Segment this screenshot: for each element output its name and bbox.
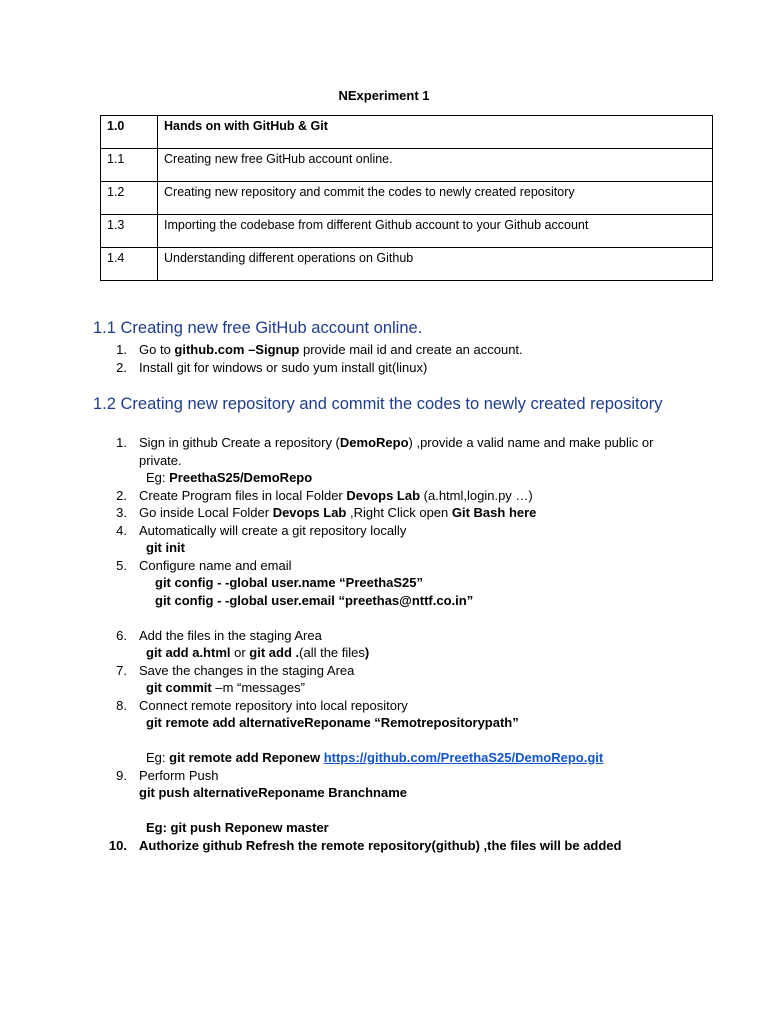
- table-row: [101, 215, 713, 248]
- command: git add .: [249, 645, 300, 660]
- example-value: PreethaS25/DemoRepo: [169, 470, 313, 485]
- item-text: Perform Push: [139, 767, 219, 783]
- item-number: 5.: [116, 557, 127, 573]
- spacer: [139, 802, 665, 820]
- note-close: ): [364, 645, 370, 660]
- item-number: 10.: [108, 837, 127, 853]
- row-number: 1.2: [101, 182, 158, 215]
- item-text: Add the files in the staging Area: [139, 627, 322, 643]
- item-number: 2.: [116, 359, 127, 375]
- command-line: git config - -global user.email “preethas@nttf.co.in”: [155, 592, 474, 608]
- item-bold: Devops Lab: [272, 505, 347, 520]
- item-text: ,Right Click open: [346, 505, 452, 520]
- list-item: [105, 627, 665, 662]
- list-item: [105, 662, 665, 697]
- command-line: git init: [146, 540, 185, 555]
- item-text: Go to: [139, 342, 175, 357]
- item-number: 9.: [116, 767, 127, 783]
- row-number: 1.4: [101, 248, 158, 281]
- item-text: (a.html,login.py …): [420, 487, 533, 503]
- example-label: Eg:: [146, 470, 170, 485]
- item-number: 8.: [116, 697, 127, 713]
- example-line: Eg: git push Reponew master: [146, 820, 329, 835]
- section-1-2-list: [105, 434, 665, 854]
- row-text: Creating new repository and commit the codes to newly created repository: [158, 182, 713, 215]
- item-number: 3.: [116, 505, 127, 520]
- item-text: Go inside Local Folder: [139, 505, 273, 520]
- command: git commit: [146, 680, 212, 695]
- example-line: [139, 749, 665, 767]
- list-item: [105, 557, 665, 627]
- list-item: [105, 504, 665, 522]
- item-number: 1.: [116, 435, 127, 450]
- item-number: 7.: [116, 662, 127, 678]
- item-text: ) ,provide a valid name and make public or: [408, 435, 654, 450]
- item-bold: github.com –Signup: [174, 342, 300, 357]
- section-1-2-heading: 1.2 Creating new repository and commit the codes to newly created repository: [93, 395, 663, 413]
- command-line: git push alternativeReponame Branchname: [139, 785, 408, 800]
- item-bold: Git Bash here: [451, 505, 537, 520]
- experiment-table: [100, 115, 713, 281]
- item-text: Automatically will create a git repository locally: [139, 522, 407, 538]
- connector-text: or: [230, 645, 250, 660]
- item-text: Sign in github Create a repository (: [139, 435, 340, 450]
- command: git add a.html: [146, 645, 231, 660]
- item-number: 6.: [116, 627, 127, 643]
- list-item: [105, 767, 665, 837]
- section-1-1-list: [105, 341, 665, 376]
- command-line: [139, 679, 665, 697]
- command-line: [139, 644, 665, 662]
- item-number: 4.: [116, 522, 127, 538]
- row-number: 1.3: [101, 215, 158, 248]
- row-text: Importing the codebase from different Github account to your Github account: [158, 215, 713, 248]
- example-label: Eg:: [146, 750, 170, 765]
- item-text: Connect remote repository into local repository: [139, 697, 408, 713]
- list-item: [105, 341, 665, 359]
- row-text: Hands on with GitHub & Git: [158, 116, 713, 149]
- page-title: NExperiment 1: [338, 88, 430, 103]
- item-text: provide mail id and create an account.: [299, 342, 523, 357]
- example-line: [139, 469, 665, 487]
- list-item: [105, 697, 665, 767]
- list-item: [105, 837, 665, 855]
- item-number: 2.: [116, 487, 127, 503]
- table-row: [101, 248, 713, 281]
- item-text: Save the changes in the staging Area: [139, 662, 355, 678]
- item-bold: DemoRepo: [339, 435, 409, 450]
- row-text: Creating new free GitHub account online.: [158, 149, 713, 182]
- section-1-1-heading: 1.1 Creating new free GitHub account online.: [93, 319, 423, 337]
- table-row: [101, 116, 713, 149]
- example-command: git remote add Reponew: [169, 750, 324, 765]
- row-number: 1.0: [101, 116, 158, 149]
- spacer: [139, 732, 665, 750]
- table-row: [101, 149, 713, 182]
- row-number: 1.1: [101, 149, 158, 182]
- item-text: Authorize github Refresh the remote repository(github) ,the files will be added: [139, 837, 622, 853]
- item-text: Configure name and email: [139, 557, 292, 573]
- list-item: [105, 359, 665, 377]
- item-text: Create Program files in local Folder: [139, 487, 347, 503]
- list-item: [105, 487, 665, 505]
- note-text: (all the files: [299, 645, 365, 660]
- list-item: [105, 434, 665, 487]
- row-text: Understanding different operations on Github: [158, 248, 713, 281]
- command-line: git remote add alternativeReponame “Remotrepositorypath”: [146, 715, 519, 730]
- item-continuation: private.: [139, 452, 182, 468]
- table-row: [101, 182, 713, 215]
- list-item: [105, 522, 665, 557]
- command-args: –m “messages”: [211, 680, 305, 695]
- repo-url-link[interactable]: https://github.com/PreethaS25/DemoRepo.git: [323, 750, 604, 765]
- command-line: git config - -global user.name “PreethaS25”: [155, 575, 424, 590]
- spacer: [139, 609, 665, 627]
- item-bold: Devops Lab: [346, 487, 421, 503]
- item-text: Install git for windows or sudo yum install git(linux): [139, 359, 428, 375]
- item-number: 1.: [116, 342, 127, 357]
